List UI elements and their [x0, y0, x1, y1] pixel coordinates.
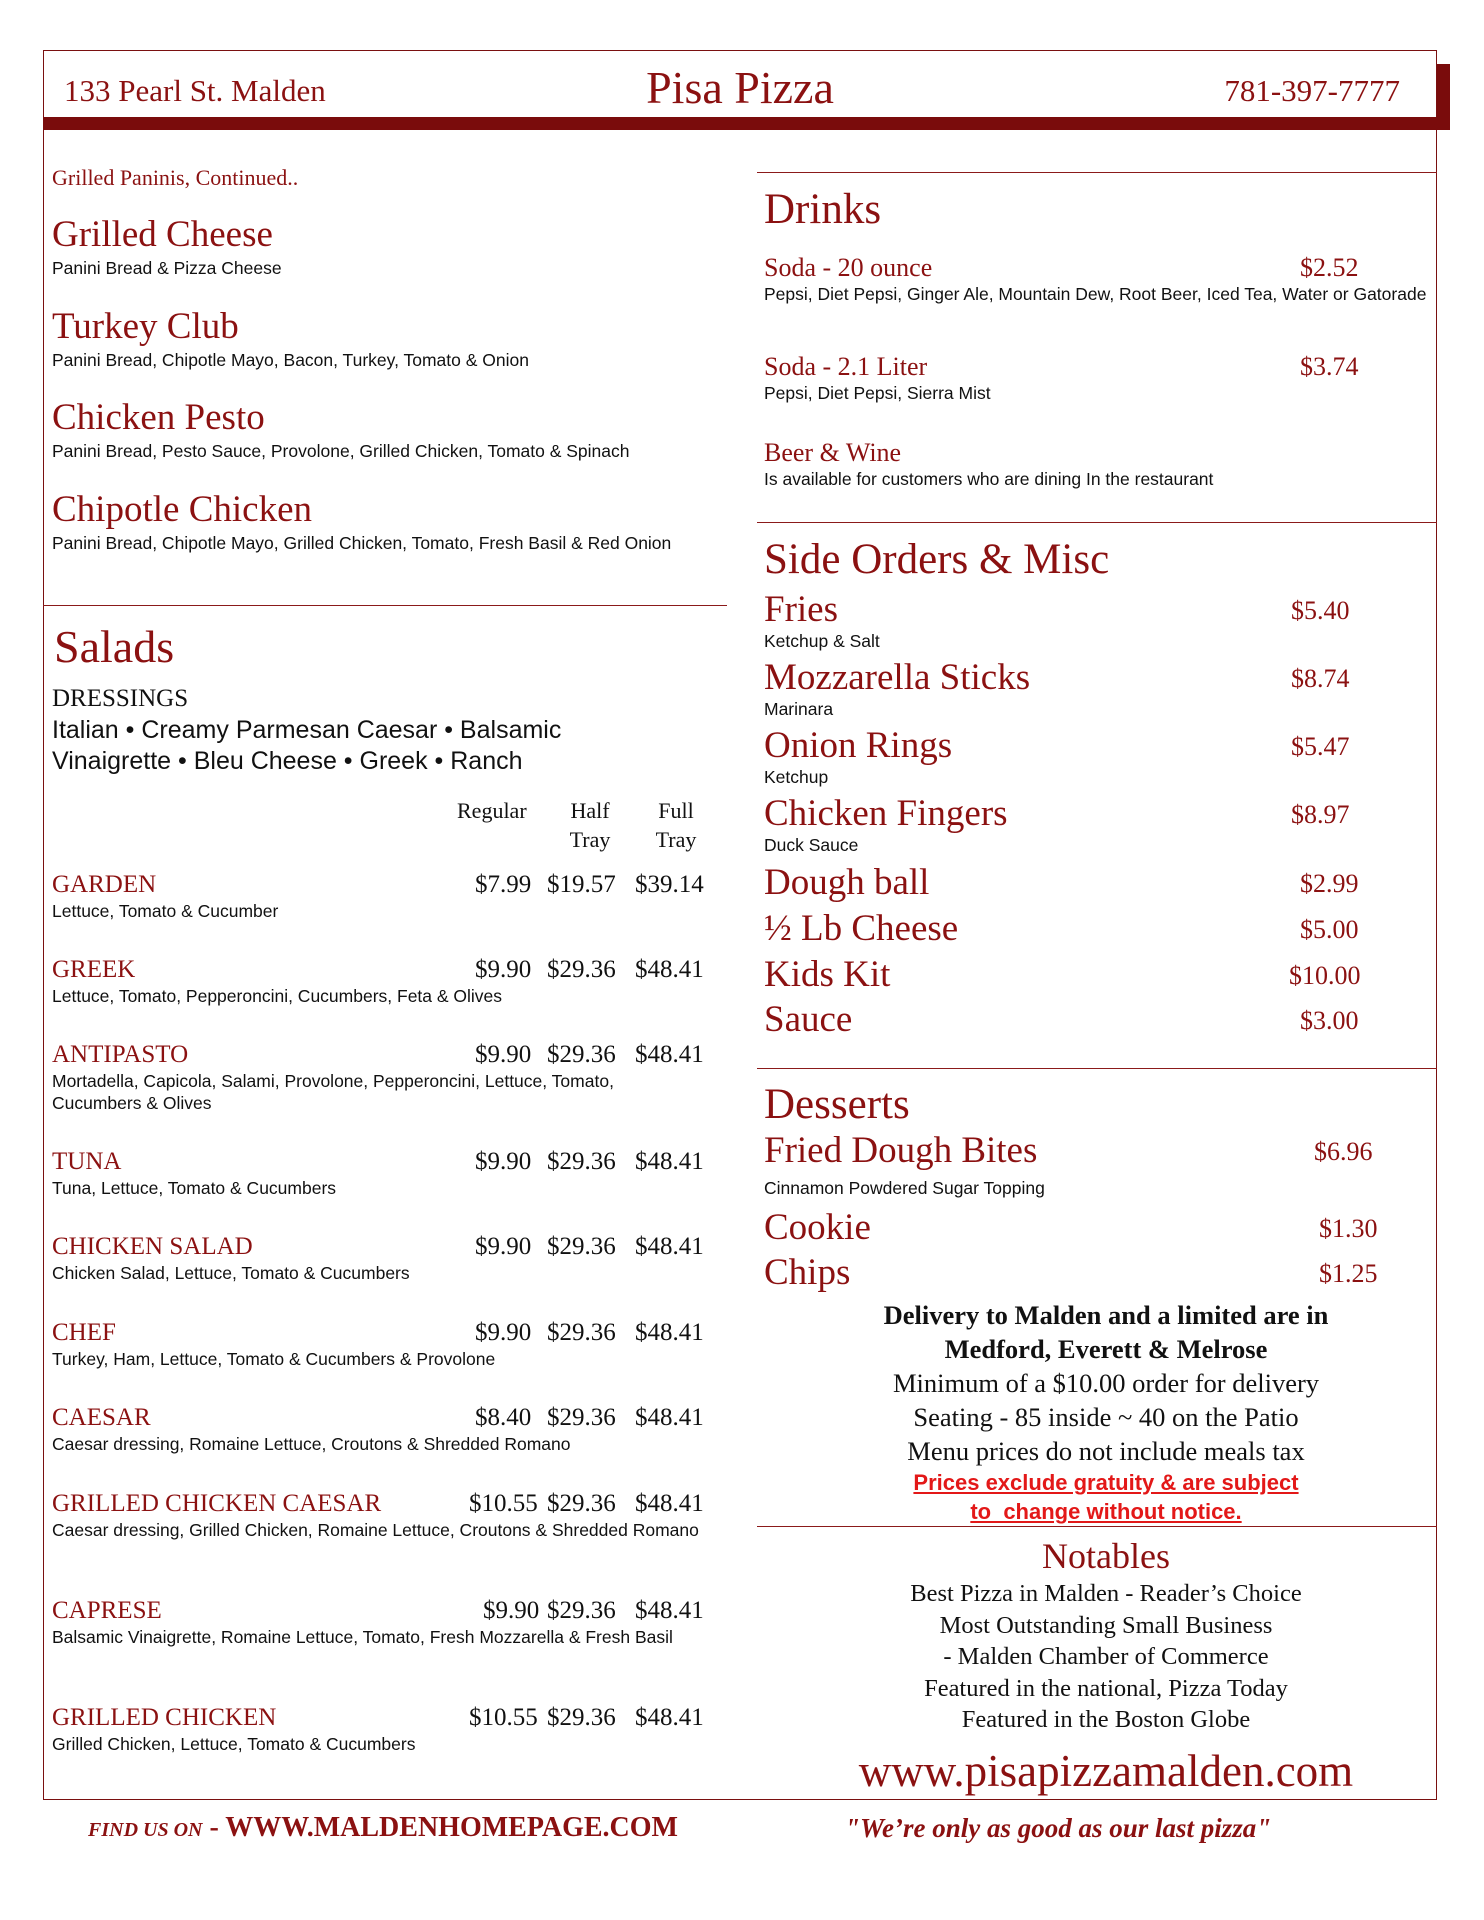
find-us-separator: - — [202, 1812, 226, 1843]
drink-name: Soda - 20 ounce — [764, 253, 933, 282]
price-full-tray: $39.14 — [635, 871, 704, 898]
drink-item — [764, 253, 1434, 305]
salad-name: GRILLED CHICKEN CAESAR — [52, 1490, 382, 1517]
drink-desc: Pepsi, Diet Pepsi, Sierra Mist — [764, 383, 991, 403]
salad-desc: Caesar dressing, Grilled Chicken, Romaine Lettuce, Croutons & Shredded Romano — [52, 1520, 699, 1540]
slogan: "We’re only as good as our last pizza" — [845, 1813, 1272, 1843]
column-half-tray-label: Tray — [569, 827, 611, 852]
desserts-divider — [757, 1068, 1437, 1069]
panini-desc: Panini Bread, Chipotle Mayo, Bacon, Turkey, Tomato & Onion — [52, 350, 529, 370]
price-regular: $9.90 — [475, 1041, 532, 1068]
salad-desc: Lettuce, Tomato & Cucumber — [52, 901, 279, 921]
salad-name: CAPRESE — [52, 1597, 162, 1624]
panini-item — [52, 398, 712, 462]
delivery-line-1: Delivery to Malden and a limited are in — [883, 1300, 1329, 1330]
panini-name: Chicken Pesto — [52, 397, 265, 438]
price-full-tray: $48.41 — [635, 1233, 704, 1260]
website-link[interactable]: www.pisapizzamalden.com — [858, 1746, 1354, 1796]
dressings-list: Italian • Creamy Parmesan Caesar • Balsamic Vinaigrette • Bleu Cheese • Greek • Ranch — [52, 716, 562, 775]
salad-name: ANTIPASTO — [52, 1041, 189, 1068]
delivery-minimum: Minimum of a $10.00 order for delivery — [892, 1368, 1320, 1398]
side-name: Onion Rings — [764, 725, 953, 766]
drink-name: Beer & Wine — [764, 438, 902, 467]
column-regular-label: Regular — [457, 798, 527, 823]
desserts-title: Desserts — [764, 1081, 910, 1128]
drink-item — [764, 352, 1434, 404]
phone-number: 781-397-7777 — [1224, 73, 1400, 108]
side-name: ½ Lb Cheese — [764, 908, 959, 949]
price-half-tray: $29.36 — [547, 1490, 616, 1517]
notable-line: Best Pizza in Malden - Reader’s Choice — [910, 1580, 1302, 1607]
salad-item — [52, 1040, 712, 1114]
column-half-tray — [565, 796, 615, 854]
drink-price: $2.52 — [1300, 253, 1359, 282]
price-regular: $9.90 — [475, 1148, 532, 1175]
side-price: $8.97 — [1291, 800, 1350, 829]
sides-title: Side Orders & Misc — [764, 536, 1110, 583]
tax-info: Menu prices do not include meals tax — [907, 1436, 1305, 1466]
notable-line: Featured in the national, Pizza Today — [924, 1674, 1288, 1702]
salad-desc: Turkey, Ham, Lettuce, Tomato & Cucumbers & Provolone — [52, 1349, 496, 1369]
panini-desc: Panini Bread & Pizza Cheese — [52, 258, 282, 278]
salads-title: Salads — [54, 621, 175, 672]
side-desc: Ketchup & Salt — [764, 631, 880, 651]
side-price: $5.00 — [1300, 915, 1359, 944]
price-full-tray: $48.41 — [635, 1597, 704, 1624]
column-full-tray — [651, 796, 701, 854]
dressings-label: DRESSINGS — [52, 685, 189, 712]
salad-desc: Grilled Chicken, Lettuce, Tomato & Cucumbers — [52, 1734, 416, 1754]
side-item — [764, 794, 1364, 856]
notables-title: Notables — [1042, 1536, 1170, 1576]
side-item — [764, 658, 1364, 720]
price-full-tray: $48.41 — [635, 956, 704, 983]
price-half-tray: $29.36 — [547, 1041, 616, 1068]
side-item — [764, 590, 1364, 652]
price-regular: $7.99 — [475, 871, 532, 898]
price-half-tray: $19.57 — [547, 871, 616, 898]
drink-price: $3.74 — [1300, 352, 1359, 381]
side-item — [764, 909, 1364, 949]
notable-line: - Malden Chamber of Commerce — [943, 1643, 1269, 1670]
salad-name: CHEF — [52, 1319, 116, 1346]
side-item — [764, 955, 1364, 995]
price-regular: $8.40 — [475, 1404, 532, 1431]
salad-desc: Caesar dressing, Romaine Lettuce, Croutons & Shredded Romano — [52, 1434, 571, 1454]
side-price: $5.40 — [1291, 596, 1350, 625]
dessert-item — [764, 1253, 1404, 1293]
price-regular: $10.55 — [469, 1490, 538, 1517]
delivery-line-2: Medford, Everett & Melrose — [944, 1334, 1268, 1364]
salad-desc: Tuna, Lettuce, Tomato & Cucumbers — [52, 1178, 337, 1198]
panini-name: Grilled Cheese — [52, 214, 273, 255]
header-bar-edge — [1437, 64, 1450, 130]
panini-name: Turkey Club — [52, 306, 239, 347]
side-name: Fries — [764, 589, 838, 630]
price-notice-1: Prices exclude gratuity & are subject — [913, 1470, 1299, 1495]
salad-item — [52, 1403, 712, 1455]
salad-name: GREEK — [52, 956, 136, 983]
side-desc: Marinara — [764, 699, 834, 719]
price-full-tray: $48.41 — [635, 1148, 704, 1175]
drink-desc: Pepsi, Diet Pepsi, Ginger Ale, Mountain Dew, Root Beer, Iced Tea, Water or Gatorade — [764, 284, 1427, 304]
salad-item — [52, 1703, 712, 1755]
panini-desc: Panini Bread, Pesto Sauce, Provolone, Grilled Chicken, Tomato & Spinach — [52, 441, 630, 461]
panini-desc: Panini Bread, Chipotle Mayo, Grilled Chicken, Tomato, Fresh Basil & Red Onion — [52, 533, 672, 553]
price-regular: $9.90 — [475, 1319, 532, 1346]
salad-item — [52, 955, 712, 1007]
side-price: $8.74 — [1291, 664, 1350, 693]
side-name: Chicken Fingers — [764, 793, 1008, 834]
side-desc: Ketchup — [764, 767, 829, 787]
price-full-tray: $48.41 — [635, 1490, 704, 1517]
header — [43, 50, 1437, 117]
salad-name: GARDEN — [52, 871, 157, 898]
salad-item — [52, 1596, 712, 1648]
notables-list — [752, 1578, 1460, 1736]
dessert-desc: Cinnamon Powdered Sugar Topping — [764, 1178, 1045, 1198]
dessert-item — [764, 1208, 1404, 1248]
paninis-continued-label: Grilled Paninis, Continued.. — [52, 165, 299, 190]
panini-name: Chipotle Chicken — [52, 489, 312, 530]
dessert-price: $6.96 — [1314, 1137, 1373, 1166]
price-notice-2: to change without notice. — [970, 1499, 1242, 1524]
drink-desc: Is available for customers who are dining In the restaurant — [764, 469, 1214, 489]
panini-item — [52, 215, 712, 279]
price-half-tray: $29.36 — [547, 1148, 616, 1175]
malden-homepage-link[interactable]: WWW.MALDENHOMEPAGE.COM — [225, 1812, 678, 1843]
sides-divider — [757, 522, 1437, 523]
price-full-tray: $48.41 — [635, 1041, 704, 1068]
footer-find-us — [88, 1812, 678, 1844]
column-full-label: Full — [658, 798, 694, 823]
drink-item — [764, 438, 1434, 490]
price-regular: $9.90 — [475, 1233, 532, 1260]
delivery-info — [752, 1298, 1460, 1526]
drinks-top-divider — [757, 172, 1437, 173]
dessert-name: Fried Dough Bites — [764, 1130, 1038, 1171]
salad-desc: Mortadella, Capicola, Salami, Provolone, Pepperoncini, Lettuce, Tomato, Cucumbers & Olives — [52, 1071, 614, 1113]
side-name: Mozzarella Sticks — [764, 657, 1031, 698]
salad-item — [52, 1147, 712, 1199]
seating-info: Seating - 85 inside ~ 40 on the Patio — [913, 1402, 1299, 1432]
notables-divider — [757, 1526, 1437, 1527]
address: 133 Pearl St. Malden — [64, 73, 326, 108]
side-price: $5.47 — [1291, 732, 1350, 761]
column-full-tray-label: Tray — [655, 827, 697, 852]
price-full-tray: $48.41 — [635, 1704, 704, 1731]
dessert-item — [764, 1131, 1404, 1199]
price-regular: $9.90 — [475, 956, 532, 983]
drinks-title: Drinks — [764, 186, 882, 233]
side-name: Kids Kit — [764, 954, 891, 995]
dessert-name: Chips — [764, 1252, 851, 1293]
price-half-tray: $29.36 — [547, 1704, 616, 1731]
side-item — [764, 863, 1364, 903]
price-regular: $9.90 — [483, 1597, 540, 1624]
drink-name: Soda - 2.1 Liter — [764, 352, 928, 381]
salad-desc: Balsamic Vinaigrette, Romaine Lettuce, Tomato, Fresh Mozzarella & Fresh Basil — [52, 1627, 673, 1647]
column-half-label: Half — [570, 798, 610, 823]
restaurant-title: Pisa Pizza — [646, 62, 834, 113]
price-regular: $10.55 — [469, 1704, 538, 1731]
salad-name: CHICKEN SALAD — [52, 1233, 253, 1260]
dessert-name: Cookie — [764, 1207, 871, 1248]
left-divider — [43, 605, 727, 606]
column-regular — [457, 796, 527, 825]
salad-name: CAESAR — [52, 1404, 151, 1431]
side-price: $3.00 — [1300, 1006, 1359, 1035]
price-full-tray: $48.41 — [635, 1404, 704, 1431]
salad-desc: Chicken Salad, Lettuce, Tomato & Cucumbers — [52, 1263, 410, 1283]
salad-name: GRILLED CHICKEN — [52, 1704, 277, 1731]
header-bar — [43, 117, 1450, 130]
side-item — [764, 726, 1364, 788]
panini-item — [52, 490, 712, 554]
salad-item — [52, 1318, 712, 1370]
price-half-tray: $29.36 — [547, 1319, 616, 1346]
dessert-price: $1.30 — [1319, 1214, 1378, 1243]
salad-item — [52, 1232, 712, 1284]
salad-desc: Lettuce, Tomato, Pepperoncini, Cucumbers, Feta & Olives — [52, 986, 503, 1006]
price-half-tray: $29.36 — [547, 956, 616, 983]
price-half-tray: $29.36 — [547, 1597, 616, 1624]
side-name: Dough ball — [764, 862, 930, 903]
panini-item — [52, 307, 712, 371]
salad-item — [52, 870, 712, 922]
dessert-price: $1.25 — [1319, 1259, 1378, 1288]
side-price: $10.00 — [1289, 961, 1361, 990]
side-price: $2.99 — [1300, 869, 1359, 898]
price-half-tray: $29.36 — [547, 1233, 616, 1260]
side-item — [764, 1000, 1364, 1040]
find-us-label: FIND US ON — [88, 1819, 203, 1841]
side-desc: Duck Sauce — [764, 835, 859, 855]
notable-line: Most Outstanding Small Business — [939, 1611, 1273, 1639]
salad-name: TUNA — [52, 1148, 122, 1175]
side-name: Sauce — [764, 999, 853, 1040]
salad-item — [52, 1489, 712, 1541]
price-full-tray: $48.41 — [635, 1319, 704, 1346]
notable-line: Featured in the Boston Globe — [961, 1706, 1251, 1733]
price-half-tray: $29.36 — [547, 1404, 616, 1431]
